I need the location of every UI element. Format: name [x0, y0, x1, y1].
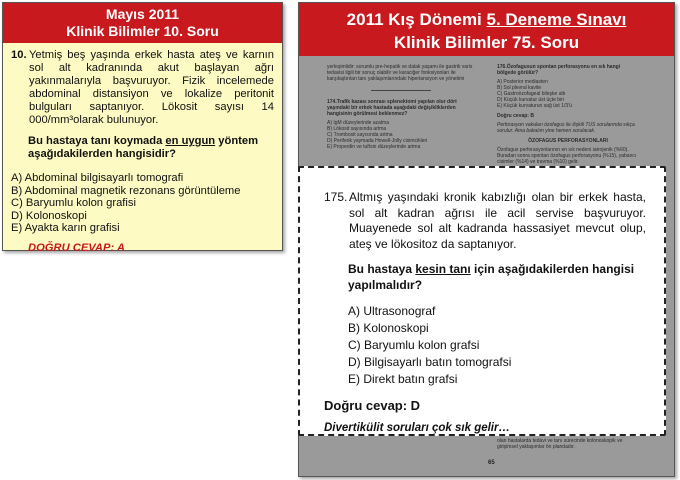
- zoom-prompt-underlined: kesin tanı: [415, 262, 471, 276]
- scan-left-question: 174.Trafik kazası sonrası splenektomi yapılan olur dört yaşındaki bir erkek hastada aşağıdaki değişikliklerden hangisinin görülmesi beklenmez?: [327, 99, 457, 117]
- scan-right-answer: Doğru cevap: B: [497, 113, 534, 119]
- right-header-before: 2011 Kış Dönemi: [346, 10, 487, 29]
- left-question-prompt: [28, 135, 274, 161]
- scan-right-option: D) Küçük kurvatur üst üçte biri: [497, 97, 564, 103]
- scan-right-question: 176.Özofagusun spontan perforasyonu en sık hangi bölgede görülür?: [497, 64, 621, 76]
- left-question-card: [2, 2, 283, 254]
- left-question-text: Yetmiş beş yaşında erkek hasta ateş ve karnın sol alt kadranında akut başlayan ağrı yakınmalarıyla başvuruyor. Fizik incelemede abdominal distansiyon ve lokalize peritonit bulguları saptanıyor. Lökosit sayısı 14 000/mm³olarak bulunuyor.: [29, 49, 274, 126]
- zoom-prompt-before: Bu hastaya: [348, 262, 416, 276]
- zoomed-question-body: [300, 168, 664, 436]
- scan-right-column: [497, 64, 639, 165]
- scan-right-options: [497, 79, 639, 109]
- left-option-b: B) Abdominal magnetik rezonans görüntüleme: [11, 184, 241, 197]
- scan-right-heading: ÖZOFAGUS PERFORASYONLARI: [528, 138, 608, 144]
- left-card-header: [3, 3, 282, 43]
- scan-left-option: B) Lökosit sayısında artma: [327, 126, 387, 132]
- left-option-d: D) Kolonoskopi: [11, 209, 87, 222]
- scan-right-note: Perforasyon vakaları özofagus ile ilişkili TUS sorularında sıkça sorulur. Ama bakalım yine hemen sorulacak.: [497, 122, 635, 134]
- scan-right-option: C) Gastroözofageal bileşke altı: [497, 91, 566, 97]
- left-prompt-before: Bu hastaya tanı koymada: [28, 135, 166, 147]
- left-prompt-after: yöntem aşağıdakilerden hangisidir?: [28, 135, 259, 160]
- zoom-correct-answer: Doğru cevap: D: [324, 398, 421, 413]
- scan-left-option: D) Periferik yaymada Howell-Jolly cisimcikleri: [327, 138, 428, 144]
- left-question-number: 10.: [11, 49, 27, 61]
- right-header-line2: Klinik Bilimler 75. Soru: [393, 33, 580, 52]
- zoom-option-a: A) Ultrasonograf: [348, 304, 436, 318]
- scan-left-option: E) Properdin ve tuftsin düzeylerinde artma: [327, 144, 421, 150]
- left-header-line1: Mayıs 2011: [105, 6, 180, 22]
- scan-left-column: [327, 64, 475, 150]
- zoom-options-list: [348, 303, 646, 388]
- scan-left-top: yerleşimlidir: sorumlu pre-hepatik ve dalak yaşamı ile gastrik varis tedavisi ilgili bir sonuç olabilir ve karaciğer fonksiyonları ile karşılaştırılan tanı yaklaşımlarındaki hipertansiyon ve yönetimi: [327, 64, 473, 82]
- zoom-option-d: D) Bilgisayarlı batın tomografsi: [348, 355, 512, 369]
- scan-right-option: E) Küçük kurvaturun sağ üst 1/3'ü: [497, 103, 572, 109]
- left-option-e: E) Ayakta karın grafisi: [11, 222, 120, 234]
- scan-left-option: A) IgM düzeylerinde azalma: [327, 120, 389, 126]
- zoom-question-number: 175.: [324, 190, 348, 204]
- zoom-question-text: Altmış yaşındaki kronik kabızlığı olan bir erkek hasta, sol alt kadran ağrısı ile acil servise başvuruyor. Muayenede sol alt kadranda hassasiyet mevcut olup, ateş ve lökositoz da saptanıyor.: [349, 190, 646, 251]
- scan-right-option: A) Posterior mediasten: [497, 79, 548, 85]
- scan-right-body: Özofagus perforasyonlarının en sık nedeni iatrojenik (%60). Buradan sonra spontan özofagus perforasyonu (%15), yabancı cisimler (%14) ve travma (%10) gelir.: [497, 147, 637, 165]
- scan-left-option: C) Trombosit sayısında artma: [327, 132, 393, 138]
- page-number: 65: [488, 460, 495, 466]
- zoom-option-c: C) Baryumlu kolon grafsi: [348, 338, 480, 352]
- left-option-c: C) Baryumlu kolon grafisi: [11, 197, 136, 209]
- left-options-list: [11, 172, 274, 235]
- scan-bottom-text: olan hastalarda tedavi ve tanı sürecinde kolonoskopik ve girişimsel yaklaşımlar ön plandadır.: [497, 438, 623, 450]
- zoom-note: Divertikülit soruları çok sık gelir…: [324, 421, 510, 434]
- left-header-line2: Klinik Bilimler 10. Soru: [66, 23, 219, 39]
- left-card-body: [3, 43, 282, 255]
- left-correct-answer: DOĞRU CEVAP: A: [28, 241, 125, 254]
- left-question: [11, 49, 274, 127]
- right-header-underlined: 5. Deneme Sınavı: [486, 10, 627, 29]
- zoom-option-b: B) Kolonoskopi: [348, 321, 429, 335]
- scan-right-option: B) Sol plevral kavite: [497, 85, 542, 91]
- scan-divider: [371, 90, 431, 91]
- left-prompt-underlined: en uygun: [165, 135, 216, 147]
- right-header-line1: [299, 8, 674, 31]
- scan-left-options: [327, 120, 475, 150]
- zoomed-question-callout: [298, 166, 666, 436]
- right-card-header: [299, 3, 674, 56]
- left-option-a: A) Abdominal bilgisayarlı tomografi: [11, 172, 184, 184]
- zoom-prompt-after: için aşağıdakilerden hangisi yapılmalıdır?: [348, 262, 635, 292]
- zoom-option-e: E) Direkt batın grafsi: [348, 372, 458, 386]
- zoom-question-prompt: [348, 262, 646, 293]
- zoom-question: [324, 190, 646, 252]
